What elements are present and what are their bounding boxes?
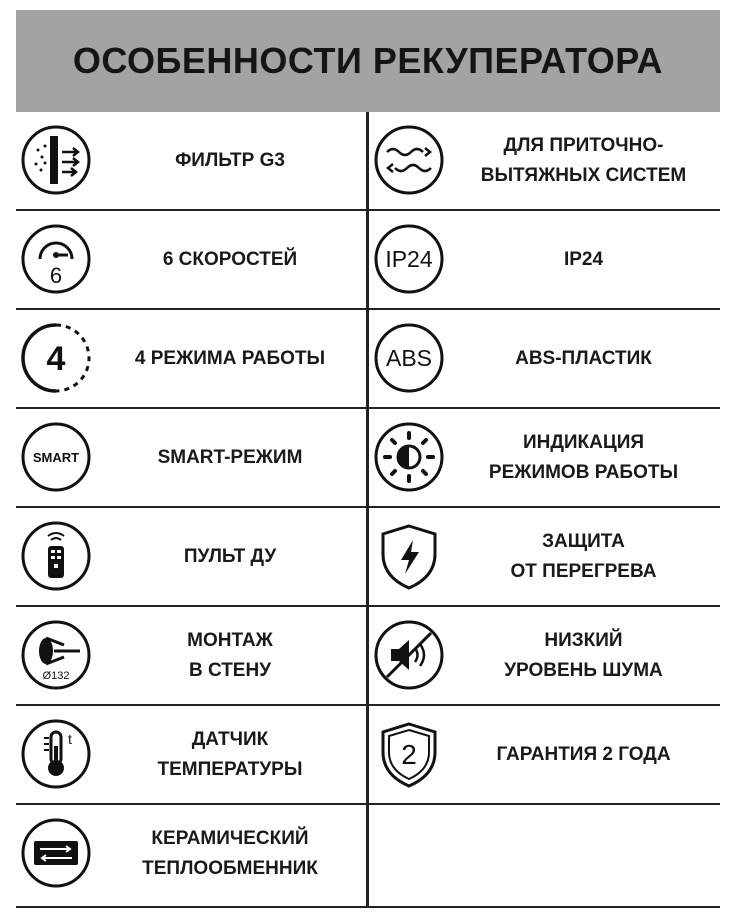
feature-label: ДЛЯ ПРИТОЧНО- ВЫТЯЖНЫХ СИСТЕМ <box>480 134 687 186</box>
svg-text:4: 4 <box>46 340 66 378</box>
bottom-divider <box>16 906 720 908</box>
feature-cell <box>369 112 720 209</box>
ip24-icon <box>373 223 445 295</box>
feature-cell <box>369 211 720 308</box>
feature-label: ПУЛЬТ ДУ <box>183 545 277 567</box>
header-bar <box>16 10 720 112</box>
feature-cell <box>16 706 366 803</box>
shield-lightning-icon <box>373 520 445 592</box>
smart-icon <box>20 421 92 493</box>
svg-text:6: 6 <box>49 263 63 288</box>
four-modes-icon <box>20 322 92 394</box>
feature-label: 6 СКОРОСТЕЙ <box>162 248 298 270</box>
feature-cell <box>369 706 720 803</box>
feature-label: ЗАЩИТА ОТ ПЕРЕГРЕВА <box>510 530 657 582</box>
feature-cell <box>16 112 366 209</box>
feature-label: НИЗКИЙ УРОВЕНЬ ШУМА <box>504 629 663 681</box>
svg-text:2: 2 <box>401 739 417 770</box>
svg-text:ABS: ABS <box>385 345 433 371</box>
thermometer-icon <box>20 718 92 790</box>
feature-label: ДАТЧИК ТЕМПЕРАТУРЫ <box>157 728 303 780</box>
svg-text:SMART: SMART <box>32 450 80 465</box>
heat-exchanger-icon <box>20 817 92 889</box>
column-divider <box>366 112 369 908</box>
feature-label: SMART-РЕЖИМ <box>157 446 303 468</box>
feature-cell <box>16 310 366 407</box>
speed-dial-icon <box>20 223 92 295</box>
airflow-icon <box>373 124 445 196</box>
feature-cell <box>16 607 366 704</box>
feature-label: ФИЛЬТР G3 <box>175 149 285 171</box>
remote-control-icon <box>20 520 92 592</box>
feature-label: МОНТАЖ В СТЕНУ <box>187 629 273 681</box>
svg-text:t: t <box>68 731 72 747</box>
feature-cell <box>369 508 720 605</box>
feature-label: ABS-ПЛАСТИК <box>515 347 652 369</box>
muted-speaker-icon <box>373 619 445 691</box>
svg-text:Ø132: Ø132 <box>42 670 70 682</box>
feature-cell <box>369 409 720 506</box>
abs-icon <box>373 322 445 394</box>
feature-cell <box>369 607 720 704</box>
feature-cell <box>16 508 366 605</box>
feature-label: 4 РЕЖИМА РАБОТЫ <box>134 347 326 369</box>
feature-cell <box>16 805 366 902</box>
feature-cell-empty <box>369 805 720 902</box>
features-sheet <box>16 10 722 906</box>
feature-cell <box>16 409 366 506</box>
page-title: ОСОБЕННОСТИ РЕКУПЕРАТОРА <box>72 40 664 81</box>
feature-label: КЕРАМИЧЕСКИЙ ТЕПЛООБМЕННИК <box>142 827 318 879</box>
feature-label: IP24 <box>563 248 604 270</box>
svg-text:IP24: IP24 <box>385 246 433 272</box>
feature-cell <box>369 310 720 407</box>
wall-mount-icon <box>20 619 92 691</box>
feature-label: ГАРАНТИЯ 2 ГОДА <box>496 743 671 765</box>
warranty-shield-icon <box>373 718 445 790</box>
filter-icon <box>20 124 92 196</box>
indicator-sun-icon <box>373 421 445 493</box>
feature-cell <box>16 211 366 308</box>
feature-label: ИНДИКАЦИЯ РЕЖИМОВ РАБОТЫ <box>488 431 679 483</box>
